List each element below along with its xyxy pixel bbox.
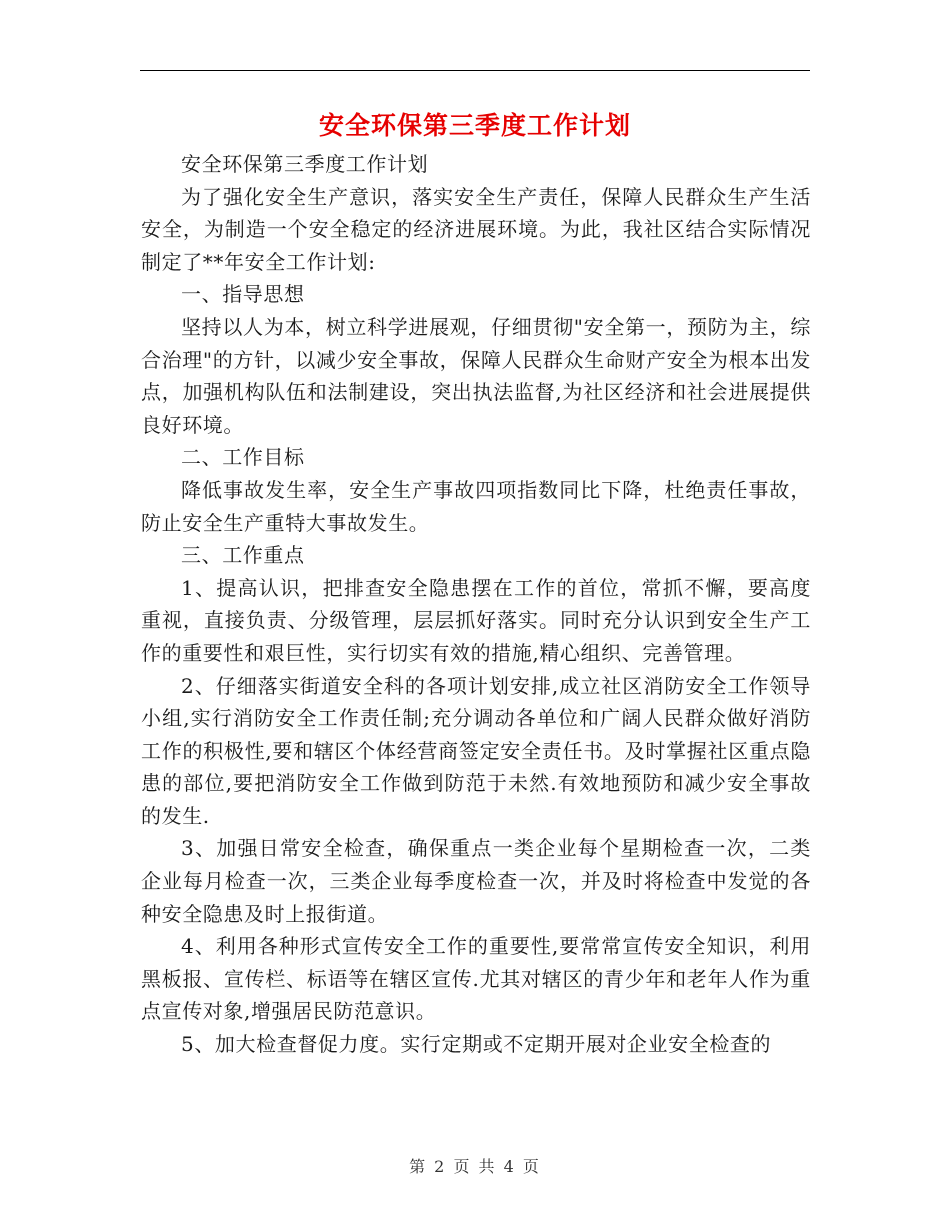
page-number: 第 2 页 共 4 页	[409, 1157, 541, 1176]
document-body	[141, 148, 811, 1061]
paragraph-subtitle: 安全环保第三季度工作计划	[181, 152, 429, 176]
paragraph-work-goals: 降低事故发生率，安全生产事故四项指数同比下降，杜绝责任事故，防止安全生产重特大事故发生。	[141, 477, 811, 535]
paragraph-guiding-thought: 坚持以人为本，树立科学进展观，仔细贯彻"安全第一，预防为主，综合治理"的方针，以减少安全事故，保障人民群众生命财产安全为根本出发点，加强机构队伍和法制建设，突出执法监督,为社区经济和社会进展提供良好环境。	[141, 314, 811, 437]
section-heading-work-goals: 二、工作目标	[181, 445, 305, 470]
paragraph-focus-item-2: 2、仔细落实街道安全科的各项计划安排,成立社区消防安全工作领导小组,实行消防安全工作责任制;充分调动各单位和广阔人民群众做好消防工作的积极性,要和辖区个体经营商签定安全责任书。及时掌握社区重点隐患的部位,要把消防安全工作做到防范于未然.有效地预防和减少安全事故的发生.	[141, 673, 811, 828]
paragraph-focus-item-5: 5、加大检查督促力度。实行定期或不定期开展对企业安全检查的	[181, 1032, 772, 1057]
paragraph-focus-item-4: 4、利用各种形式宣传安全工作的重要性,要常常宣传安全知识，利用黑板报、宣传栏、标语等在辖区宣传.尤其对辖区的青少年和老年人作为重点宣传对象,增强居民防范意识。	[141, 934, 811, 1024]
paragraph-focus-item-1: 1、提高认识，把排查安全隐患摆在工作的首位，常抓不懈，要高度重视，直接负责、分级管理，层层抓好落实。同时充分认识到安全生产工作的重要性和艰巨性，实行切实有效的措施,精心组织、完善管理。	[141, 575, 811, 665]
paragraph-focus-item-3: 3、加强日常安全检查，确保重点一类企业每个星期检查一次，二类企业每月检查一次，三类企业每季度检查一次，并及时将检查中发觉的各种安全隐患及时上报街道。	[141, 836, 811, 926]
section-heading-guiding-thought: 一、指导思想	[181, 282, 305, 307]
header-rule	[140, 70, 810, 71]
section-heading-work-focus: 三、工作重点	[181, 543, 305, 568]
paragraph-intro: 为了强化安全生产意识，落实安全生产责任，保障人民群众生产生活安全，为制造一个安全稳定的经济进展环境。为此，我社区结合实际情况制定了**年安全工作计划:	[141, 184, 811, 274]
document-title: 安全环保第三季度工作计划	[318, 111, 631, 140]
